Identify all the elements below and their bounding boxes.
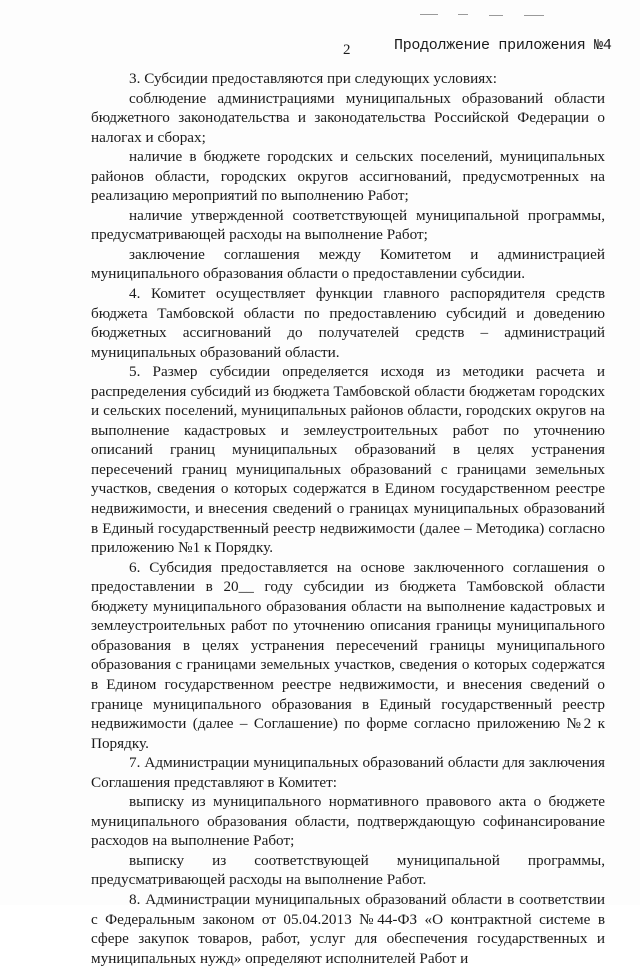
paragraph-extract-program: выписку из соответствующей муниципальной программы, предусматривающей расходы на выполнение Работ. bbox=[91, 851, 605, 889]
paragraph-clause-3: 3. Субсидии предоставляются при следующих условиях: bbox=[129, 70, 497, 87]
paragraph-clause-4: 4. Комитет осуществляет функции главного распорядителя средств бюджета Тамбовской области по предоставлению субсидий и доведению бюджетных ассигнований до получателей средств – администраций муниципальных образований области. bbox=[91, 285, 605, 361]
paragraph-clause-7: 7. Администрации муниципальных образований области для заключения Соглашения представляют в Комитет: bbox=[91, 754, 605, 791]
paragraph-clause-6: 6. Субсидия предоставляется на основе заключенного соглашения о предоставлении в 20__ году субсидии из бюджета Тамбовской области бюджету муниципального образования области на выполнение кадастровых и землеустроительных работ по уточнению описания границы муниципального образования в целях устранения пересечений границы муниципального образования с границами земельных участков, сведения о которых содержатся в Едином государственном реестре недвижимости, и внесения сведений о границе муниципального образования в Единый государственный реестр недвижимости (далее – Соглашение) по форме согласно приложению №2 к Порядку. bbox=[91, 558, 605, 752]
paragraph-condition-budget-law: соблюдение администрациями муниципальных образований области бюджетного законодательства и законодательства Российской Федерации о налогах и сборах; bbox=[91, 89, 605, 146]
paragraph-clause-8: 8. Администрации муниципальных образований области в соответствии с Федеральным законом от 05.04.2013 №44-ФЗ «О контрактной системе в сфере закупок товаров, работ, услуг для обеспечения государственных и муниципальных нужд» определяют исполнителей Работ и bbox=[91, 890, 605, 967]
paragraph-condition-allocations: наличие в бюджете городских и сельских поселений, муниципальных районов области, городских округов ассигнований, предусмотренных на реализацию мероприятий по выполнению Работ; bbox=[91, 148, 605, 205]
document-body bbox=[91, 69, 605, 968]
scan-artifact bbox=[489, 15, 503, 16]
paragraph-condition-program: наличие утвержденной соответствующей муниципальной программы, предусматривающей расходы на выполнение Работ; bbox=[91, 206, 605, 244]
paragraph-extract-budget-act: выписку из муниципального нормативного правового акта о бюджете муниципального образования области, подтверждающую софинансирование расходов на выполнение Работ; bbox=[91, 793, 605, 850]
appendix-continuation-label: Продолжение приложения №4 bbox=[394, 37, 612, 54]
scan-artifact bbox=[524, 15, 544, 16]
page-number: 2 bbox=[343, 42, 351, 58]
paragraph-clause-5: 5. Размер субсидии определяется исходя из методики расчета и распределения субсидий из бюджета Тамбовской области бюджетам городских и сельских поселений, муниципальных районов области, городских округов на выполнение кадастровых и землеустроительных работ по уточнению описаний границ муниципальных образований в целях устранения пересечений границ муниципальных образований с границами земельных участков, сведения о которых содержатся в Едином государственном реестре недвижимости, и внесения сведений о границах муниципальных образований в Единый государственный реестр недвижимости (далее – Методика) согласно приложению №1 к Порядку. bbox=[91, 363, 605, 557]
scan-artifact bbox=[420, 14, 438, 15]
scan-artifact bbox=[458, 14, 468, 15]
paragraph-condition-agreement: заключение соглашения между Комитетом и администрацией муниципального образования области о предоставлении субсидии. bbox=[91, 245, 605, 283]
